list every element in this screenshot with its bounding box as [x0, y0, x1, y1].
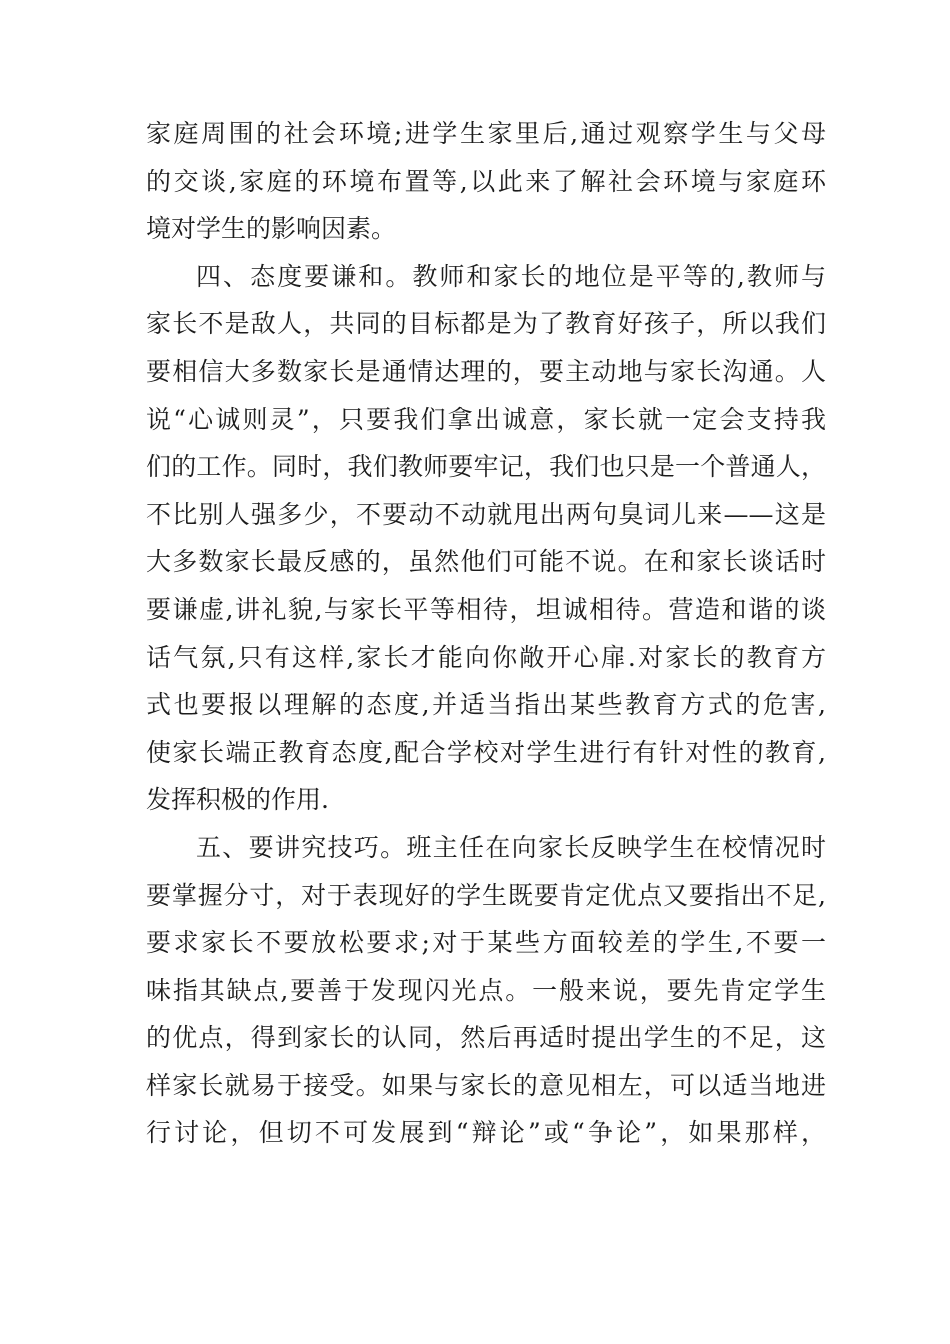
text-line: 使家长端正教育态度,配合学校对学生进行有针对性的教育,	[146, 737, 826, 767]
text-line: 行讨论，但切不可发展到“辩论”或“争论”，如果那样，	[146, 1118, 826, 1148]
text-line: 五、要讲究技巧。班主任在向家长反映学生在校情况时	[196, 832, 826, 862]
text-line: 们的工作。同时，我们教师要牢记，我们也只是一个普通人，	[146, 452, 826, 482]
text-line: 式也要报以理解的态度,并适当指出某些教育方式的危害,	[146, 690, 826, 720]
text-line: 大多数家长最反感的，虽然他们可能不说。在和家长谈话时	[146, 547, 826, 577]
text-line: 要相信大多数家长是通情达理的，要主动地与家长沟通。人	[146, 356, 826, 386]
body-text	[146, 110, 826, 1157]
text-line: 要求家长不要放松要求;对于某些方面较差的学生,不要一	[146, 928, 826, 958]
text-line: 说“心诚则灵”，只要我们拿出诚意，家长就一定会支持我	[146, 404, 826, 434]
text-line: 发挥积极的作用.	[146, 785, 329, 815]
text-line: 的优点，得到家长的认同，然后再适时提出学生的不足，这	[146, 1023, 826, 1053]
text-line: 境对学生的影响因素。	[146, 214, 397, 244]
text-line: 要掌握分寸，对于表现好的学生既要肯定优点又要指出不足,	[146, 880, 826, 910]
text-line: 不比别人强多少，不要动不动就甩出两句臭词儿来——这是	[146, 499, 826, 529]
text-line: 样家长就易于接受。如果与家长的意见相左，可以适当地进	[146, 1070, 826, 1100]
text-line: 的交谈,家庭的环境布置等,以此来了解社会环境与家庭环	[146, 166, 826, 196]
text-line: 要谦虚,讲礼貌,与家长平等相待，坦诚相待。营造和谐的谈	[146, 594, 826, 624]
text-line: 四、态度要谦和。教师和家长的地位是平等的,教师与	[196, 261, 826, 291]
text-line: 味指其缺点,要善于发现闪光点。一般来说，要先肯定学生	[146, 975, 826, 1005]
text-line: 话气氛,只有这样,家长才能向你敞开心扉.对家长的教育方	[146, 642, 826, 672]
text-line: 家庭周围的社会环境;进学生家里后,通过观察学生与父母	[146, 119, 826, 148]
text-line: 家长不是敌人，共同的目标都是为了教育好孩子，所以我们	[146, 309, 826, 339]
